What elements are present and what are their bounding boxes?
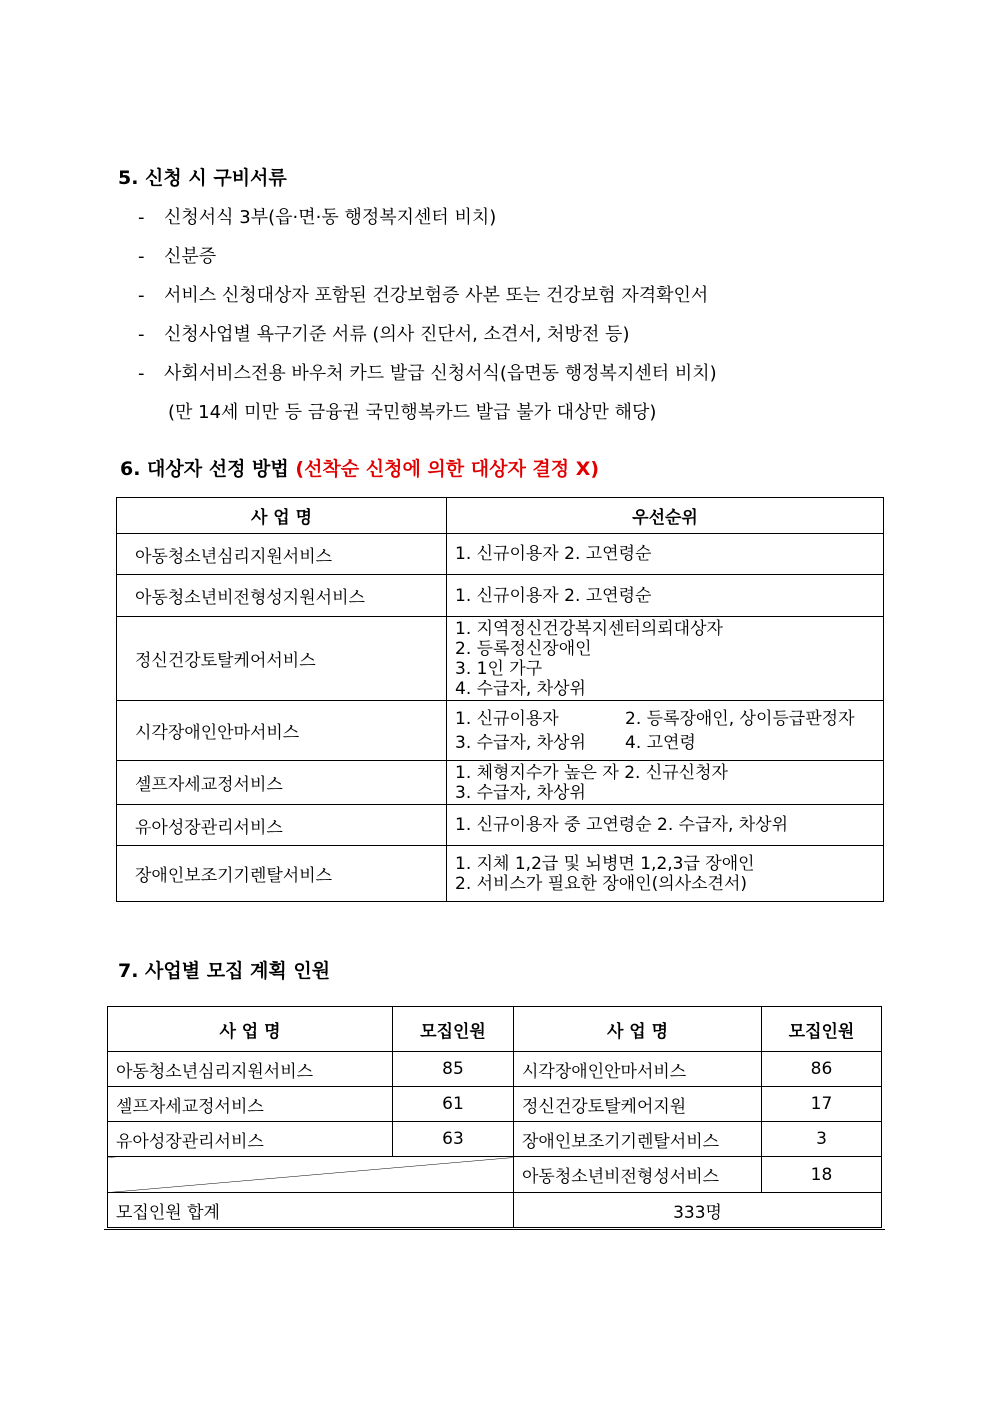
- list-item: [138, 320, 629, 346]
- document-item: 신청서식 3부(읍·면·동 행정복지센터 비치): [164, 207, 497, 228]
- note-text: (만 14세 미만 등 금융권 국민행복카드 발급 불가 대상만 해당): [168, 402, 657, 423]
- document-item: 신청사업별 욕구기준 서류 (의사 진단서, 소견서, 처방전 등): [164, 324, 630, 345]
- section-6-title: [120, 454, 599, 481]
- table-row: [117, 534, 884, 575]
- total-row: [108, 1193, 882, 1228]
- service-name: 아동청소년심리지원서비스: [117, 534, 447, 575]
- recruit-count: 61: [393, 1087, 514, 1122]
- priority-line: 2. 등록정신장애인: [455, 638, 592, 659]
- priority-line: 1. 지역정신건강복지센터의뢰대상자: [455, 618, 723, 639]
- list-item: [138, 242, 216, 268]
- priority-line: 2. 서비스가 필요한 장애인(의사소견서): [455, 873, 748, 894]
- section-6-title-warning: (선착순 신청에 의한 대상자 결정 X): [295, 458, 600, 480]
- priority-line: 3. 수급자, 차상위: [455, 782, 586, 803]
- priority-cell: [447, 575, 884, 617]
- table-row: [117, 846, 884, 902]
- dash-bullet: -: [138, 363, 145, 384]
- recruitment-plan-table: [107, 1006, 882, 1228]
- total-value: 333명: [514, 1193, 882, 1228]
- priority-line: 1. 신규이용자 2. 고연령순: [455, 585, 652, 606]
- table-header-name: 사 업 명: [117, 498, 447, 534]
- table-row: [108, 1157, 882, 1193]
- service-name: 아동청소년비전형성지원서비스: [117, 575, 447, 617]
- service-name: 아동청소년심리지원서비스: [108, 1052, 393, 1087]
- dash-bullet: -: [138, 246, 145, 267]
- priority-line: 3. 1인 가구: [455, 658, 543, 679]
- service-name: 시각장애인안마서비스: [514, 1052, 762, 1087]
- selection-criteria-table: [116, 497, 884, 902]
- dash-bullet: -: [138, 285, 145, 306]
- total-label: 모집인원 합계: [108, 1193, 514, 1228]
- recruit-count: 63: [393, 1122, 514, 1157]
- priority-cell: [447, 701, 884, 761]
- document-item: 사회서비스전용 바우처 카드 발급 신청서식(읍면동 행정복지센터 비치): [164, 363, 717, 384]
- section-6-title-text: 6. 대상자 선정 방법: [120, 458, 289, 480]
- service-name: 유아성장관리서비스: [108, 1122, 393, 1157]
- priority-line: 1. 지체 1,2급 및 뇌병면 1,2,3급 장애인: [455, 853, 755, 874]
- dash-bullet: -: [138, 207, 145, 228]
- table-header-name: 사 업 명: [108, 1007, 393, 1052]
- service-name: 시각장애인안마서비스: [117, 701, 447, 761]
- section-7-title: 7. 사업별 모집 계획 인원: [118, 960, 331, 982]
- table-bottom-rule: [104, 1229, 885, 1230]
- table-row: [117, 575, 884, 617]
- list-item: [138, 203, 496, 229]
- list-item: [138, 281, 708, 307]
- empty-diagonal-cell: [108, 1157, 514, 1193]
- service-name: 유아성장관리서비스: [117, 805, 447, 846]
- priority-line: 1. 신규이용자 2. 고연령순: [455, 544, 652, 564]
- priority-cell: [447, 617, 884, 701]
- list-item: [138, 359, 717, 385]
- priority-cell: [447, 534, 884, 575]
- priority-line: 3. 수급자, 차상위: [455, 732, 586, 753]
- service-name: 장애인보조기기렌탈서비스: [514, 1122, 762, 1157]
- recruit-count: 86: [762, 1052, 882, 1087]
- priority-cell: [447, 846, 884, 902]
- table-row: [117, 701, 884, 761]
- service-name: 아동청소년비전형성서비스: [514, 1157, 762, 1193]
- recruit-count: 18: [762, 1157, 882, 1193]
- recruit-count: 3: [762, 1122, 882, 1157]
- priority-line: 2. 등록장애인, 상이등급판정자: [625, 708, 855, 729]
- service-name: 정신건강토탈케어지원: [514, 1087, 762, 1122]
- table-header-name: 사 업 명: [514, 1007, 762, 1052]
- table-row: [108, 1122, 882, 1157]
- recruit-count: 17: [762, 1087, 882, 1122]
- table-row: [117, 805, 884, 846]
- table-row: [108, 1087, 882, 1122]
- table-row: [117, 617, 884, 701]
- table-header-count: 모집인원: [762, 1007, 882, 1052]
- document-item: 서비스 신청대상자 포함된 건강보험증 사본 또는 건강보험 자격확인서: [164, 285, 709, 306]
- priority-line: 4. 고연령: [625, 732, 696, 753]
- priority-line: 1. 신규이용자 중 고연령순 2. 수급자, 차상위: [455, 815, 789, 835]
- dash-bullet: -: [138, 324, 145, 345]
- priority-line: 1. 체형지수가 높은 자 2. 신규신청자: [455, 762, 728, 783]
- document-item: 신분증: [164, 246, 217, 267]
- priority-line: 1. 신규이용자: [455, 708, 559, 729]
- service-name: 장애인보조기기렌탈서비스: [117, 846, 447, 902]
- priority-cell: [447, 761, 884, 805]
- service-name: 정신건강토탈케어서비스: [117, 617, 447, 701]
- table-row: [117, 761, 884, 805]
- section-5-title: 5. 신청 시 구비서류: [118, 167, 287, 189]
- table-row: [108, 1052, 882, 1087]
- service-name: 셀프자세교정서비스: [108, 1087, 393, 1122]
- table-header-count: 모집인원: [393, 1007, 514, 1052]
- service-name: 셀프자세교정서비스: [117, 761, 447, 805]
- priority-cell: [447, 805, 884, 846]
- recruit-count: 85: [393, 1052, 514, 1087]
- priority-line: 4. 수급자, 차상위: [455, 678, 586, 699]
- table-header-priority: 우선순위: [447, 498, 884, 534]
